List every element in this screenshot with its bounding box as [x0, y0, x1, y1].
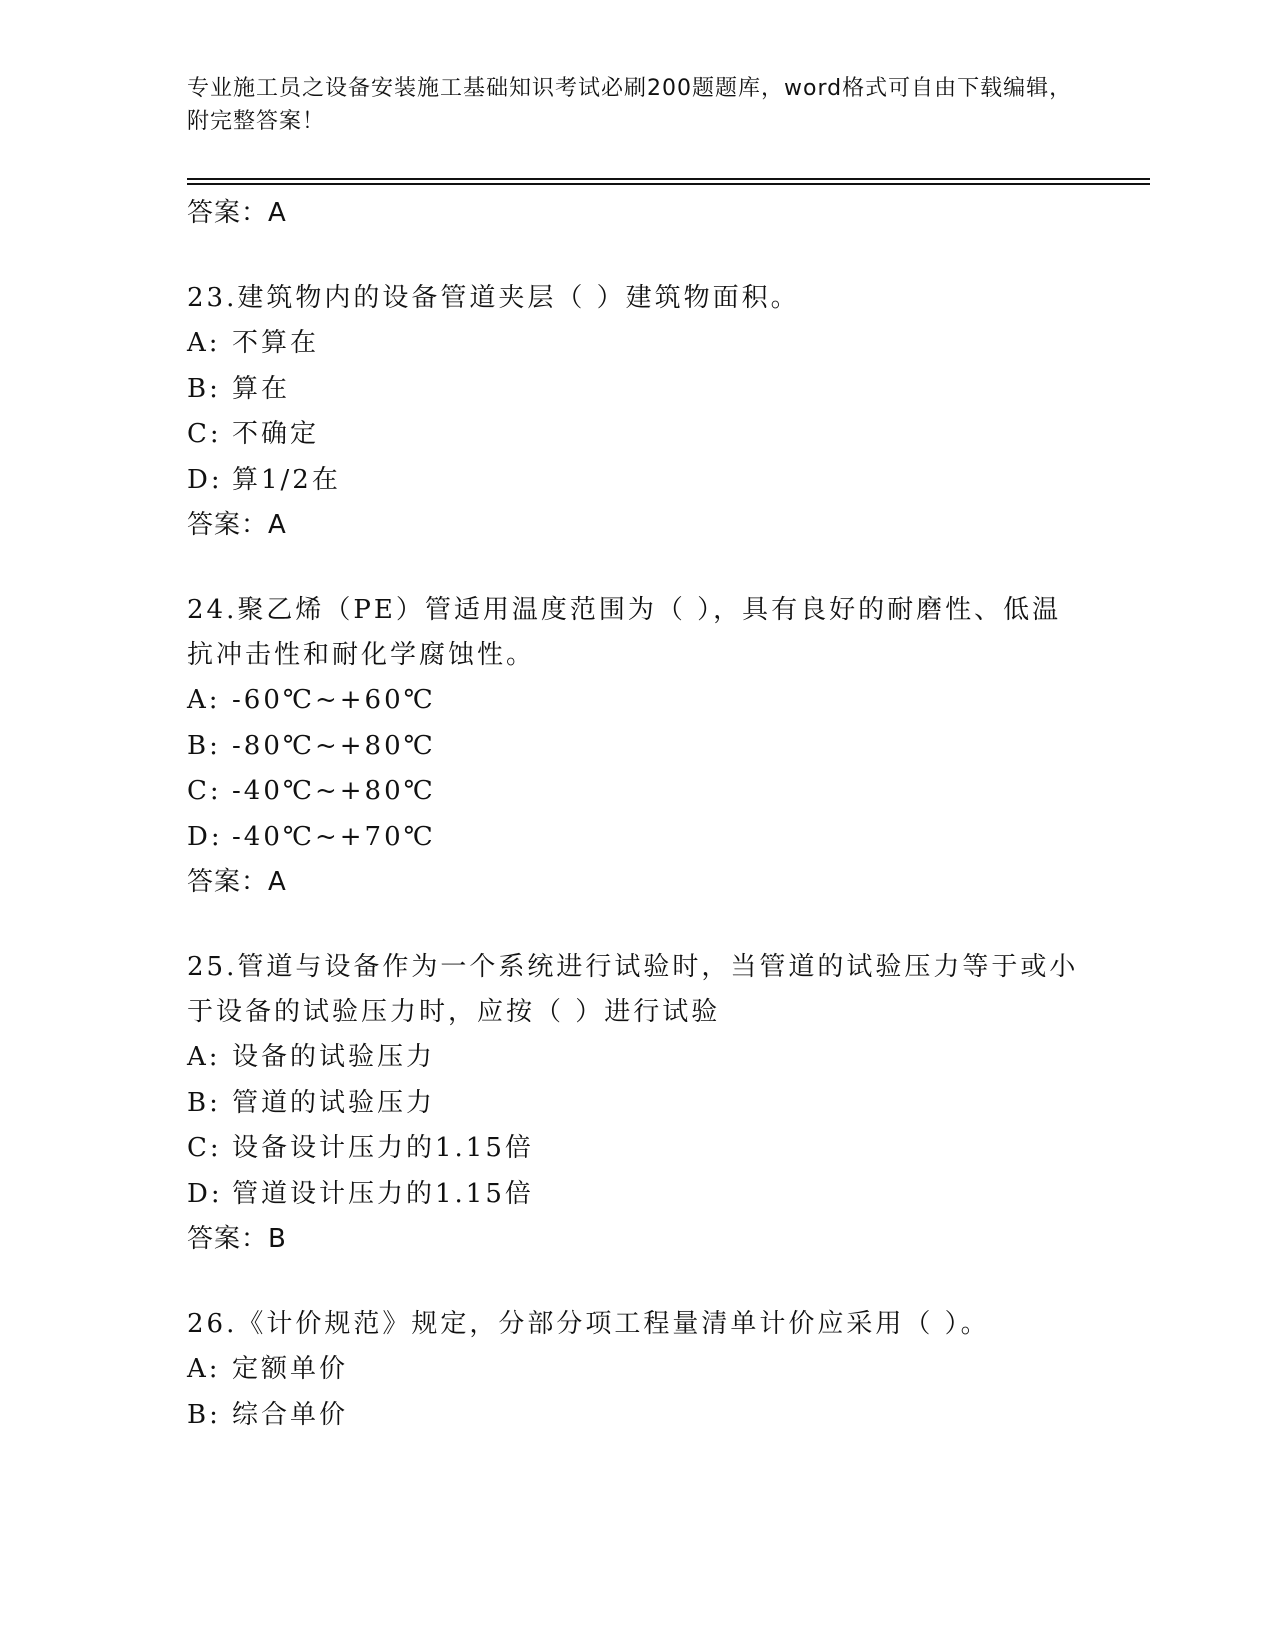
option-text: 算1/2在 — [232, 464, 341, 495]
option-letter: A: — [187, 685, 221, 715]
option-letter: C: — [187, 776, 222, 806]
option-letter: B: — [187, 373, 221, 404]
option-c — [187, 412, 1087, 458]
answer-line: 答案：A — [187, 867, 287, 897]
option-text: 不算在 — [232, 328, 320, 358]
question-item — [187, 945, 1087, 1262]
question-stem: 23.建筑物内的设备管道夹层（ ）建筑物面积。 — [187, 283, 800, 313]
option-d — [187, 458, 1087, 504]
option-text: 算在 — [232, 373, 291, 404]
option-c — [187, 1126, 1087, 1172]
question-stem: 26.《计价规范》规定，分部分项工程量清单计价应采用（ ）。 — [187, 1309, 990, 1339]
header-title: 专业施工员之设备安装施工基础知识考试必刷200题题库，word格式可自由下载编辑，附完整答案！ — [187, 76, 1073, 134]
option-letter: D: — [187, 1178, 223, 1209]
question-list — [187, 191, 1087, 1438]
option-text: 不确定 — [232, 419, 320, 449]
option-c — [187, 769, 1087, 815]
option-letter: B: — [187, 1087, 221, 1118]
option-letter: B: — [187, 730, 221, 761]
option-a — [187, 1035, 1087, 1081]
question-item — [187, 1302, 1087, 1438]
option-letter: D: — [187, 464, 223, 495]
option-letter: C: — [187, 1133, 222, 1163]
option-letter: D: — [187, 821, 223, 852]
option-b — [187, 1393, 1087, 1439]
option-a — [187, 678, 1087, 724]
option-text: -40℃~+80℃ — [232, 776, 436, 806]
answer-line: 答案：B — [187, 1224, 287, 1254]
option-text: -80℃~+80℃ — [232, 730, 436, 761]
option-letter: A: — [187, 328, 221, 358]
option-text: 定额单价 — [232, 1354, 349, 1384]
question-stem: 24.聚乙烯（PE）管适用温度范围为（ ），具有良好的耐磨性、低温抗冲击性和耐化学腐蚀性。 — [187, 595, 1062, 670]
option-text: 设备设计压力的1.15倍 — [232, 1133, 534, 1163]
answer-line: 答案：A — [187, 510, 287, 540]
answer-line: 答案：A — [187, 198, 287, 228]
option-letter: A: — [187, 1042, 221, 1072]
option-text: 管道设计压力的1.15倍 — [232, 1178, 534, 1209]
option-text: -40℃~+70℃ — [232, 821, 436, 852]
option-text: 综合单价 — [232, 1399, 349, 1430]
option-text: 设备的试验压力 — [232, 1042, 436, 1072]
document-header — [187, 72, 1087, 138]
option-a — [187, 1347, 1087, 1393]
option-text: -60℃~+60℃ — [232, 685, 436, 715]
option-letter: C: — [187, 419, 222, 449]
option-d — [187, 1172, 1087, 1218]
question-item — [187, 588, 1087, 905]
option-b — [187, 367, 1087, 413]
question-item — [187, 276, 1087, 548]
header-rule-bottom — [187, 183, 1150, 185]
option-text: 管道的试验压力 — [232, 1087, 436, 1118]
option-b — [187, 724, 1087, 770]
option-letter: B: — [187, 1399, 221, 1430]
question-stem: 25.管道与设备作为一个系统进行试验时，当管道的试验压力等于或小于设备的试验压力时，应按（ ）进行试验 — [187, 952, 1079, 1027]
option-d — [187, 815, 1087, 861]
option-b — [187, 1081, 1087, 1127]
header-rule-top — [187, 178, 1150, 180]
option-a — [187, 321, 1087, 367]
option-letter: A: — [187, 1354, 221, 1384]
